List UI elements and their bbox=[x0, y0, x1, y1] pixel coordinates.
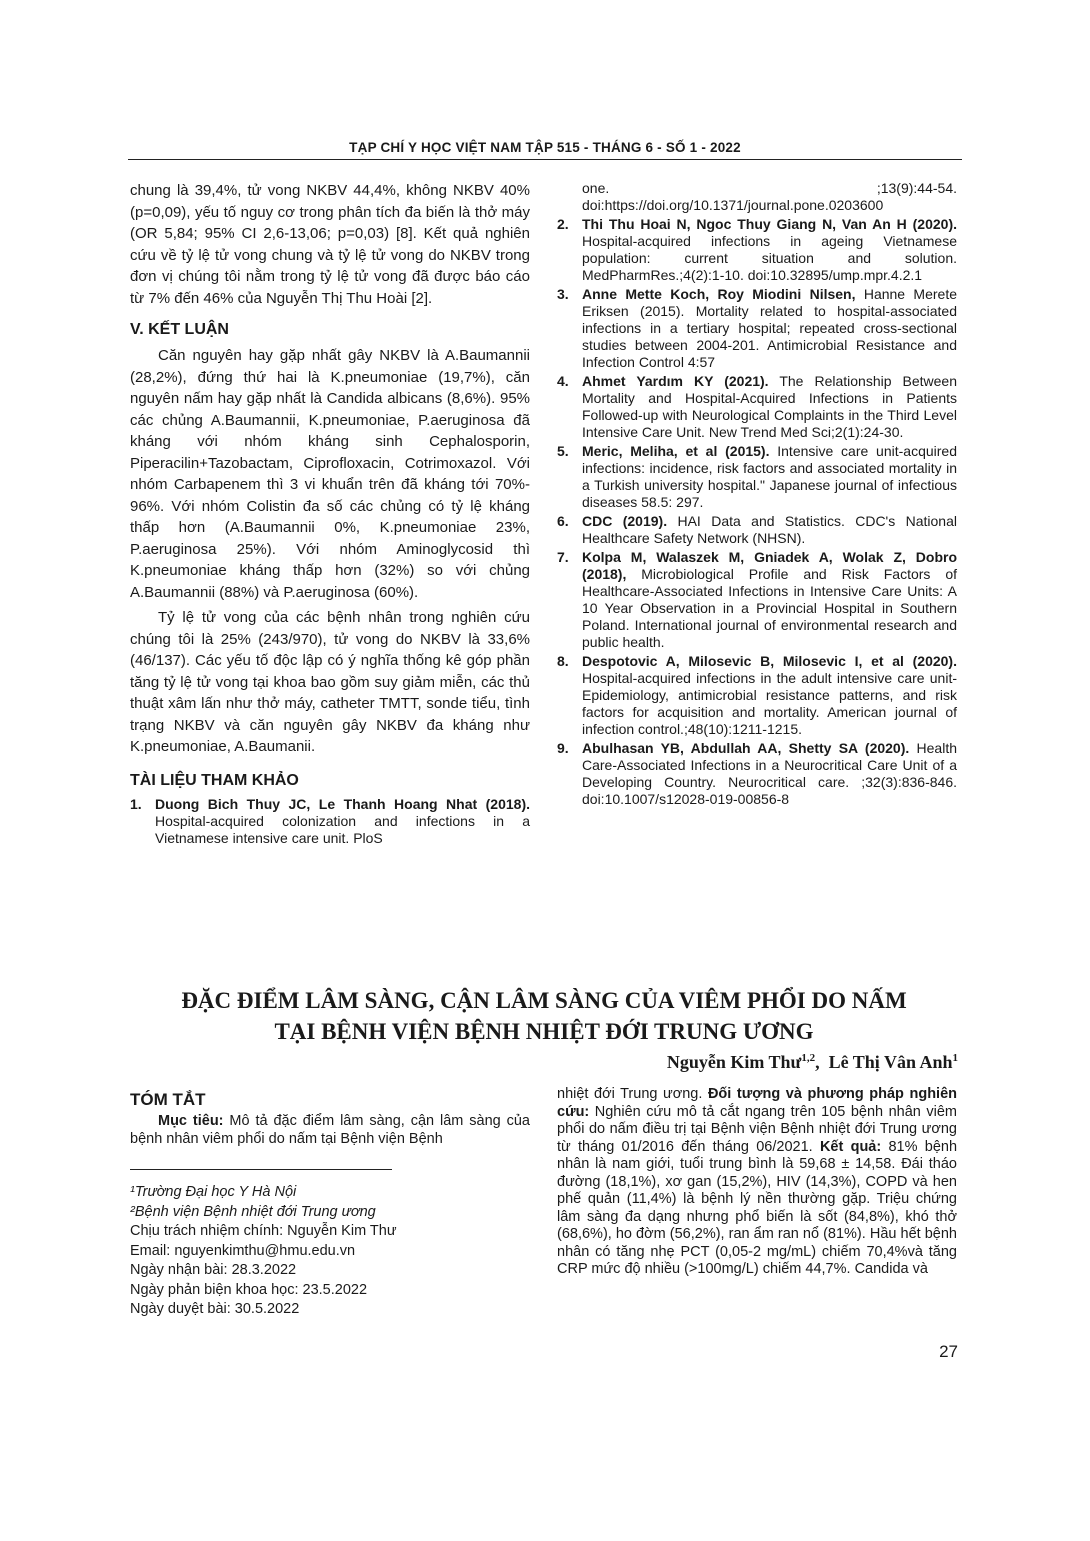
reference-text: Hospital-acquired infections in the adult intensive care unit-Epidemiology, antimicrobial resistance patterns, and risk factors for acquisition and mortality. American journal of infection control.;48(10):1211-1215. bbox=[582, 670, 957, 737]
author-affiliation-mark: 1 bbox=[952, 1052, 958, 1064]
methods-text: Nghiên cứu mô tả cắt ngang trên 105 bệnh nhân viêm phổi do nấm điều trị tại Bệnh viện Bệnh nhiệt đới Trung ương từ tháng 01/2016 đến tháng 06/2021. bbox=[557, 1103, 957, 1155]
reference-number: 1. bbox=[130, 795, 142, 812]
reference-item bbox=[557, 740, 957, 808]
reference-authors: Despotovic A, Milosevic B, Milosevic I, et al (2020). bbox=[582, 653, 957, 669]
article-title-line-2: TẠI BỆNH VIỆN BỆNH NHIỆT ĐỚI TRUNG ƯƠNG bbox=[274, 1019, 814, 1044]
conclusion-title: V. KẾT LUẬN bbox=[130, 321, 229, 338]
abstract-objective bbox=[130, 1113, 530, 1148]
reference-number: 6. bbox=[557, 513, 569, 529]
article-authors: Nguyễn Kim Thư$^{1,2}$, Lê Thị Vân Anh$^1$ bbox=[666, 1052, 958, 1072]
reference-item bbox=[557, 373, 957, 441]
objective-label: Mục tiêu: bbox=[158, 1113, 224, 1129]
reference-text: Hospital-acquired colonization and infections in a Vietnamese intensive care unit. PloS bbox=[155, 812, 530, 846]
reference-authors: Ahmet Yardım KY (2021). bbox=[582, 373, 769, 389]
author-affiliation-mark: 1,2 bbox=[801, 1052, 816, 1064]
date-reviewed: Ngày phản biện khoa học: 23.5.2022 bbox=[130, 1281, 368, 1298]
page-number: 27 bbox=[939, 1342, 958, 1361]
reference-item bbox=[557, 549, 957, 651]
reference-item bbox=[557, 653, 957, 738]
reference-text: The Relationship Between Mortality and Hospital-Acquired Infections in Patients Followed-up with Neurological Complaints in the Third Level Intensive Care Unit. New Trend Med Sci;2(1):24-30. bbox=[582, 373, 957, 440]
author-name: Nguyễn Kim Thư bbox=[666, 1052, 802, 1072]
reference-item-continued bbox=[557, 180, 957, 214]
reference-authors: Duong Bich Thuy JC, Le Thanh Hoang Nhat (2018). bbox=[155, 795, 530, 812]
article-title-line-1: ĐẶC ĐIỂM LÂM SÀNG, CẬN LÂM SÀNG CỦA VIÊM PHỔI DO NẤM bbox=[181, 988, 907, 1013]
affiliation-2: ²Bệnh viện Bệnh nhiệt đới Trung ương bbox=[130, 1203, 376, 1220]
author-name: Lê Thị Vân Anh bbox=[828, 1052, 953, 1072]
abstract-left bbox=[130, 1113, 530, 1148]
reference-text: Health Care-Associated Infections in a Neurocritical Care Unit of a Developing Country. Neurocritical care. ;32(3):836-846. doi:10.1007/s12028-019-00856-8 bbox=[582, 740, 957, 807]
reference-item bbox=[557, 443, 957, 511]
footnotes bbox=[130, 1183, 530, 1320]
header-divider bbox=[128, 159, 962, 160]
methods-label: Đối tượng và phương pháp nghiên cứu: bbox=[557, 1086, 958, 1120]
results-label: Kết quả: bbox=[819, 1138, 882, 1155]
reference-text: Hanne Merete Eriksen (2015). Mortality related to hospital-associated infections in a tertiary hospital; repeated cross-sectional studies between 2004-201. Antimicrobial Resistance and Infection Control 4:57 bbox=[582, 286, 958, 370]
abstract-body bbox=[557, 1086, 957, 1279]
right-column bbox=[557, 180, 957, 810]
reference-authors: Anne Mette Koch, Roy Miodini Nilsen, bbox=[582, 286, 856, 302]
reference-number: 9. bbox=[557, 740, 569, 756]
reference-number: 5. bbox=[557, 443, 569, 459]
reference-authors: Abulhasan YB, Abdullah AA, Shetty SA (2020). bbox=[582, 740, 910, 756]
reference-authors: Meric, Meliha, et al (2015). bbox=[582, 443, 770, 459]
abstract-right bbox=[557, 1086, 957, 1279]
reference-item bbox=[557, 513, 957, 547]
left-column bbox=[130, 180, 530, 849]
responsible-author: Chịu trách nhiệm chính: Nguyễn Kim Thư bbox=[130, 1223, 397, 1239]
reference-text: one. ;13(9):44-54. doi:https://doi.org/10.1371/journal.pone.0203600 bbox=[582, 180, 957, 213]
reference-text: Microbiological Profile and Risk Factors of Healthcare-Associated Infections in Intensive Care Units: A 10 Year Observation in a Provincial Hospital in Southern Poland. International journal of environmental research and public health. bbox=[582, 566, 957, 650]
abstract-title: TÓM TẮT bbox=[130, 1090, 206, 1109]
reference-authors: Thi Thu Hoai N, Ngoc Thuy Giang N, Van An H (2020). bbox=[582, 216, 957, 232]
reference-number: 3. bbox=[557, 286, 569, 302]
reference-number: 2. bbox=[557, 216, 569, 232]
reference-number: 8. bbox=[557, 653, 569, 669]
reference-number: 7. bbox=[557, 549, 569, 565]
date-received: Ngày nhận bài: 28.3.2022 bbox=[130, 1262, 297, 1278]
reference-authors: CDC (2019). bbox=[582, 513, 668, 529]
reference-item bbox=[557, 286, 957, 371]
references-title: TÀI LIỆU THAM KHẢO bbox=[130, 771, 299, 789]
email: Email: nguyenkimthu@hmu.edu.vn bbox=[130, 1242, 356, 1259]
reference-authors: Kolpa M, Walaszek M, Gniadek A, Wolak Z, Dobro (2018), bbox=[582, 549, 957, 582]
reference-text: Intensive care unit-acquired infections: incidence, risk factors and associated mortality in a Turkish university hospital." Japanese journal of infectious diseases 58.5: 297. bbox=[582, 443, 957, 510]
conclusion-paragraph-1: Căn nguyên hay gặp nhất gây NKBV là A.Baumannii (28,2%), đứng thứ hai là K.pneumoniae (19,7%), căn nguyên nấm hay gặp nhất là Candida albicans (8,6%). 95% các chủng A.Baumannii, K.pneumoniae, P.aeruginosa đã kháng với nhóm kháng sinh Cephalosporin, Piperacilin+Tazobactam, Ciprofloxacin, Cotrimoxazol. Với nhóm Carbapenem thì 3 vi khuẩn trên đã kháng tới 70%- 96%. Với nhóm Colistin đa số các chủng có tỷ lệ kháng thấp hơn (A.Baumannii 0%, K.pneumoniae 23%, P.aeruginosa 25%). Với nhóm Aminoglycosid thì K.pneumoniae kháng thấp hơn (32%) so với chủng A.Baumannii (88%) và P.aeruginosa (60%). bbox=[130, 347, 530, 601]
date-approved: Ngày duyệt bài: 30.5.2022 bbox=[130, 1301, 300, 1317]
reference-text: HAI Data and Statistics. CDC's National Healthcare Safety Network (NHSN). bbox=[582, 513, 957, 546]
journal-header: TẠP CHÍ Y HỌC VIỆT NAM TẬP 515 - THÁNG 6 - SỐ 1 - 2022 bbox=[349, 140, 741, 155]
reference-number: 4. bbox=[557, 373, 569, 389]
conclusion-paragraph-2: Tỷ lệ tử vong của các bệnh nhân trong nghiên cứu chúng tôi là 25% (243/970), tử vong do NKBV là 33,6% (46/137). Các yếu tố độc lập có ý nghĩa thống kê góp phần tăng tỷ lệ tử vong tại khoa bao gồm suy giảm miễn, các thủ thuật xâm lấn như thở máy, catheter TMTT, sonde tiểu, tình trạng NKBV và căn nguyên gây NKBV đa kháng như K.pneumoniae, A.Baumanii. bbox=[130, 609, 530, 755]
results-text: 81% bệnh nhân là nam giới, tuổi trung bình là 59,68 ± 14,58. Đái tháo đường (18,1%), xơ gan (15,2%), HIV (14,3%), COPD và hen phế quản (11,4%) là bệnh lý nền thường gặp. Triệu chứng lâm sàng đa dạng nhưng phổ biến là sốt (84,8%), khó thở (68,6%), ho đờm (56,2%), ran ẩm ran nổ (81%). Hầu hết bệnh nhân có tăng nhẹ PCT (0,05-2 mg/mL) chiếm 70,4%và tăng CRP mức độ nhiều (>100mg/L) chiếm 44,7%. Candida và bbox=[557, 1138, 958, 1277]
reference-item bbox=[130, 796, 530, 847]
abstract-continuation: nhiệt đới Trung ương. bbox=[557, 1086, 708, 1102]
article-title bbox=[130, 985, 958, 1047]
reference-text: Hospital-acquired infections in ageing Vietnamese population: current situation and solution. MedPharmRes.;4(2):1-10. doi:10.32895/ump.mpr.4.2.1 bbox=[582, 233, 957, 283]
affiliation-1: ¹Trường Đại học Y Hà Nội bbox=[130, 1184, 297, 1200]
intro-paragraph: chung là 39,4%, tử vong NKBV 44,4%, không NKBV 40% (p=0,09), yếu tố nguy cơ trong phân tích đa biến là thở máy (OR 5,84; 95% CI 2,6-13,06; p=0,03) [8]. Kết quả nghiên cứu về tỷ lệ tử vong chung và tỷ lệ tử vong do NKBV trong đơn vị chúng tôi nằm trong tỷ lệ tử vong đã được báo cáo từ 7% đến 46% của Nguyễn Thị Thu Hoài [2]. bbox=[130, 182, 530, 307]
objective-text: Mô tả đặc điểm lâm sàng, cận lâm sàng của bệnh nhân viêm phổi do nấm tại Bệnh viện Bệnh bbox=[130, 1113, 530, 1147]
footnote-divider bbox=[130, 1169, 392, 1170]
reference-item bbox=[557, 216, 957, 284]
